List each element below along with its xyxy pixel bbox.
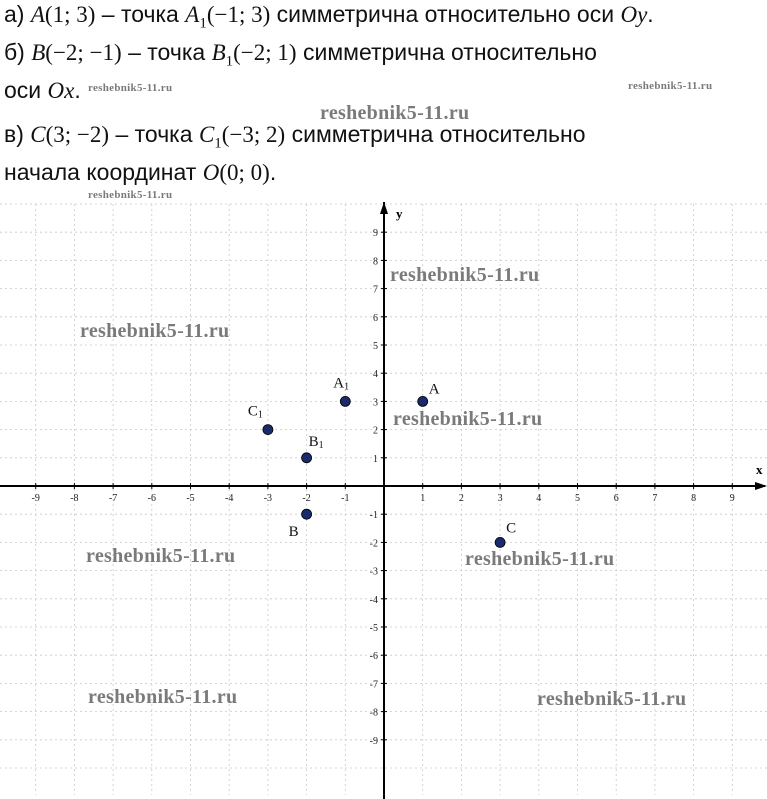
point-label: A xyxy=(428,381,440,398)
axis-name: Oy xyxy=(620,2,648,27)
y-tick-label: 6 xyxy=(373,312,378,324)
x-tick-label: 6 xyxy=(613,493,619,504)
watermark: reshebnik5-11.ru xyxy=(390,264,540,286)
point-label: B1 xyxy=(308,433,324,451)
watermark: reshebnik5-11.ru xyxy=(628,80,713,92)
point-coords: (−2; −1) xyxy=(45,40,122,65)
line-a xyxy=(4,0,654,38)
watermark: reshebnik5-11.ru xyxy=(537,688,687,710)
point-name: A xyxy=(30,2,45,27)
period: . xyxy=(269,159,277,185)
x-tick-label: -6 xyxy=(147,493,156,504)
point-coords: (−1; 3) xyxy=(206,2,271,27)
point-name: A xyxy=(185,2,200,27)
y-tick-label: -9 xyxy=(369,735,378,747)
x-tick-label: -5 xyxy=(186,493,195,504)
axis-name: Ox xyxy=(47,78,75,103)
line-b1 xyxy=(4,38,597,76)
x-tick-label: 5 xyxy=(575,493,580,504)
watermark: reshebnik5-11.ru xyxy=(86,545,236,567)
data-point xyxy=(302,509,312,519)
point-label: C xyxy=(506,520,517,537)
y-tick-label: -5 xyxy=(369,623,378,634)
point-name: C xyxy=(198,122,215,147)
point-subscript: 1 xyxy=(199,15,207,32)
x-axis-label: x xyxy=(756,462,763,477)
y-tick-label: -3 xyxy=(369,566,378,578)
y-tick-label: -1 xyxy=(369,510,378,522)
y-tick-label: -6 xyxy=(369,651,378,663)
x-tick-label: 8 xyxy=(691,493,697,504)
point-name: B xyxy=(31,40,46,65)
data-point xyxy=(263,425,273,435)
y-tick-label: 7 xyxy=(373,284,378,296)
data-point xyxy=(495,537,505,547)
y-axis-label: y xyxy=(396,206,403,221)
y-tick-label: 9 xyxy=(373,228,378,240)
x-tick-label: 4 xyxy=(536,493,542,504)
x-tick-label: -3 xyxy=(263,493,273,504)
data-point xyxy=(340,396,350,406)
x-tick-label: -8 xyxy=(70,493,79,504)
point-coords: (3; −2) xyxy=(45,122,110,147)
data-point xyxy=(302,453,312,463)
period: . xyxy=(74,77,81,103)
point-label: C1 xyxy=(247,403,263,421)
x-tick-label: -2 xyxy=(302,493,311,504)
point-coords: (−3; 2) xyxy=(221,122,286,147)
point-subscript: 1 xyxy=(225,53,234,70)
x-tick-label: -4 xyxy=(225,493,234,504)
item-prefix: а) xyxy=(4,1,31,27)
origin-name: O xyxy=(202,160,220,185)
watermark: reshebnik5-11.ru xyxy=(465,548,615,570)
x-tick-label: -9 xyxy=(31,493,40,504)
connector-text: – точка xyxy=(95,1,186,27)
line-c1 xyxy=(4,120,586,158)
x-tick-label: 9 xyxy=(729,493,735,504)
point-label: A1 xyxy=(333,375,350,393)
y-tick-label: 3 xyxy=(373,397,378,409)
watermark: reshebnik5-11.ru xyxy=(320,102,470,124)
y-tick-label: -2 xyxy=(369,538,378,550)
watermark: reshebnik5-11.ru xyxy=(88,82,173,94)
item-prefix: б) xyxy=(4,39,32,65)
statement-text: начала координат xyxy=(4,159,203,185)
x-tick-label: 7 xyxy=(652,493,658,504)
point-name: C xyxy=(30,122,46,147)
watermark: reshebnik5-11.ru xyxy=(88,189,173,201)
watermark: reshebnik5-11.ru xyxy=(393,408,543,430)
y-tick-label: 8 xyxy=(373,256,378,268)
point-coords: (0; 0) xyxy=(219,160,270,185)
y-tick-label: -7 xyxy=(369,679,378,691)
connector-text: – точка xyxy=(121,39,212,65)
period: . xyxy=(647,1,654,27)
statement-text: симметрична относительно xyxy=(285,121,586,147)
y-tick-label: 1 xyxy=(373,453,378,465)
x-axis-arrow xyxy=(755,482,767,490)
watermark: reshebnik5-11.ru xyxy=(80,320,230,342)
x-tick-label: 3 xyxy=(497,493,503,504)
statement-text: оси xyxy=(4,77,48,103)
line-c2 xyxy=(4,158,276,187)
x-tick-label: 1 xyxy=(420,493,426,504)
point-label: B xyxy=(288,524,299,541)
statement-text: симметрична относительно оси xyxy=(270,1,621,27)
watermark: reshebnik5-11.ru xyxy=(88,686,238,708)
point-name: B xyxy=(211,40,226,65)
y-tick-label: 5 xyxy=(373,341,378,352)
y-tick-label: -4 xyxy=(369,594,378,606)
y-tick-label: -8 xyxy=(369,707,378,719)
data-point xyxy=(418,396,428,406)
line-b2 xyxy=(4,76,81,105)
y-tick-label: 2 xyxy=(373,425,378,437)
y-tick-label: 4 xyxy=(373,369,378,381)
point-subscript: 1 xyxy=(214,135,222,152)
point-coords: (−2; 1) xyxy=(233,40,297,65)
x-tick-label: 2 xyxy=(458,493,464,504)
item-prefix: в) xyxy=(4,121,31,147)
statement-text: симметрична относительно xyxy=(296,39,597,65)
connector-text: – точка xyxy=(109,121,199,147)
point-coords: (1; 3) xyxy=(44,2,96,27)
x-tick-label: -1 xyxy=(341,493,350,504)
x-tick-label: -7 xyxy=(108,493,118,504)
